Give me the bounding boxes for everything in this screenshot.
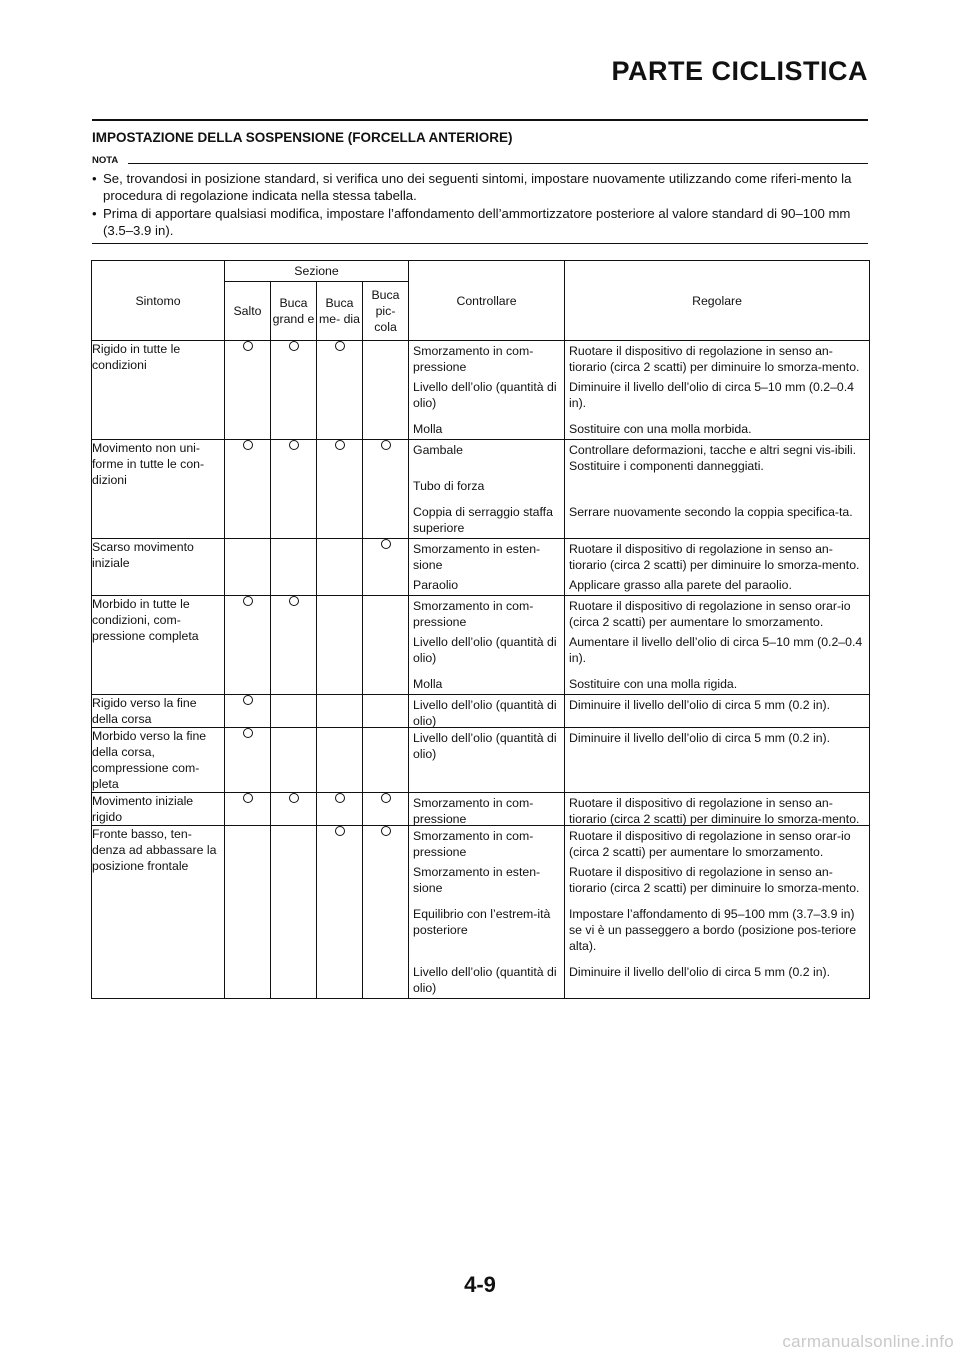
regolare-cell [565, 539, 870, 596]
nota-label: NOTA [92, 155, 122, 166]
section-mark-cell [363, 728, 409, 793]
watermark: carmanualsonline.info [782, 1332, 954, 1351]
section-mark-cell [225, 341, 271, 440]
section-mark-cell [225, 826, 271, 999]
regolare-item: Ruotare il dispositivo di regolazione in senso an-tiorario (circa 2 scatti) per diminuire lo smorza-mento. [569, 344, 860, 374]
regolare-item: Sostituire con una molla rigida. [569, 677, 738, 691]
controllare-item: Molla [413, 677, 443, 691]
controllare-item: Livello dell’olio (quantità di olio) [413, 731, 557, 761]
section-mark-cell [363, 539, 409, 596]
controllare-item: Gambale [413, 443, 463, 457]
nota-rule [128, 163, 868, 164]
circle-mark-icon [289, 793, 299, 803]
regolare-item: Diminuire il livello dell’olio di circa 5 mm (0.2 in). [569, 965, 831, 979]
header-regolare: Regolare [565, 261, 870, 341]
header-buca-media: Buca me- dia [317, 282, 363, 341]
header-sintomo: Sintomo [92, 261, 225, 341]
circle-mark-icon [243, 341, 253, 351]
header-rule [92, 119, 868, 121]
header-buca-grande: Buca grand e [271, 282, 317, 341]
controllare-cell [409, 793, 565, 826]
regolare-cell [565, 728, 870, 793]
nota-list [92, 170, 868, 239]
controllare-item: Equilibrio con l’estrem-ità posteriore [413, 907, 551, 937]
circle-mark-icon [243, 596, 253, 606]
symptom-table-body [92, 341, 870, 999]
controllare-cell [409, 440, 565, 539]
page-header-title: PARTE CICLISTICA [611, 56, 868, 86]
controllare-cell [409, 695, 565, 728]
controllare-cell [409, 539, 565, 596]
regolare-item: Aumentare il livello dell’olio di circa 5–10 mm (0.2–0.4 in). [569, 635, 863, 665]
controllare-item: Smorzamento in com-pressione [413, 796, 534, 826]
section-mark-cell [225, 695, 271, 728]
controllare-item: Coppia di serraggio staffa superiore [413, 505, 553, 535]
controllare-cell [409, 826, 565, 999]
controllare-item: Molla [413, 422, 443, 436]
header-salto: Salto [225, 282, 271, 341]
table-row [92, 440, 870, 539]
regolare-item: Ruotare il dispositivo di regolazione in senso orar-io (circa 2 scatti) per aumentare lo smorzamento. [569, 829, 851, 859]
sintomo-cell: Movimento iniziale rigido [92, 793, 225, 826]
section-mark-cell [363, 596, 409, 695]
regolare-item: Diminuire il livello dell’olio di circa 5 mm (0.2 in). [569, 731, 831, 745]
table-row [92, 539, 870, 596]
section-mark-cell [317, 440, 363, 539]
regolare-item: Applicare grasso alla parete del paraolio. [569, 578, 792, 592]
nota-end-rule [92, 243, 868, 244]
bullet-icon: • [92, 205, 97, 221]
section-mark-cell [363, 341, 409, 440]
sintomo-cell: Morbido in tutte le condizioni, com-pressione completa [92, 596, 225, 695]
section-mark-cell [317, 728, 363, 793]
controllare-item: Livello dell’olio (quantità di olio) [413, 635, 557, 665]
bullet-icon: • [92, 171, 97, 186]
section-mark-cell [363, 440, 409, 539]
regolare-item: Controllare deformazioni, tacche e altri segni vis-ibili. Sostituire i componenti danneggiati. [569, 443, 857, 473]
regolare-item: Impostare l’affondamento di 95–100 mm (3.7–3.9 in) se vi è un passeggero a bordo (posizione pos-teriore alta). [569, 907, 857, 953]
regolare-cell [565, 440, 870, 539]
circle-mark-icon [243, 695, 253, 705]
controllare-cell [409, 728, 565, 793]
circle-mark-icon [381, 440, 391, 450]
controllare-item: Tubo di forza [413, 479, 485, 493]
section-mark-cell [271, 826, 317, 999]
section-mark-cell [271, 793, 317, 826]
circle-mark-icon [381, 539, 391, 549]
section-mark-cell [225, 440, 271, 539]
regolare-cell [565, 793, 870, 826]
sintomo-cell: Morbido verso la fine della corsa, compressione com-pleta [92, 728, 225, 793]
controllare-cell [409, 596, 565, 695]
circle-mark-icon [381, 826, 391, 836]
section-mark-cell [363, 695, 409, 728]
controllare-item: Smorzamento in com-pressione [413, 344, 534, 374]
controllare-item: Smorzamento in com-pressione [413, 829, 534, 859]
header-sezione: Sezione [225, 261, 409, 282]
regolare-item: Ruotare il dispositivo di regolazione in senso an-tiorario (circa 2 scatti) per diminuire lo smorza-mento. [569, 542, 860, 572]
section-mark-cell [225, 596, 271, 695]
header-controllare: Controllare [409, 261, 565, 341]
nota-item [92, 205, 868, 240]
page-number: 4-9 [464, 1272, 496, 1297]
section-mark-cell [317, 793, 363, 826]
circle-mark-icon [335, 341, 345, 351]
regolare-cell [565, 826, 870, 999]
header-buca-piccola: Buca pic- cola [363, 282, 409, 341]
table-row [92, 596, 870, 695]
nota-item [92, 170, 868, 205]
circle-mark-icon [243, 440, 253, 450]
section-mark-cell [225, 539, 271, 596]
circle-mark-icon [335, 793, 345, 803]
section-mark-cell [271, 341, 317, 440]
sintomo-cell: Rigido verso la fine della corsa [92, 695, 225, 728]
regolare-item: Diminuire il livello dell’olio di circa 5–10 mm (0.2–0.4 in). [569, 380, 855, 410]
controllare-item: Paraolio [413, 578, 459, 592]
section-mark-cell [271, 596, 317, 695]
controllare-cell [409, 341, 565, 440]
section-mark-cell [317, 341, 363, 440]
section-mark-cell [225, 728, 271, 793]
sintomo-cell: Rigido in tutte le condizioni [92, 341, 225, 440]
circle-mark-icon [381, 793, 391, 803]
circle-mark-icon [243, 793, 253, 803]
regolare-cell [565, 695, 870, 728]
controllare-item: Smorzamento in com-pressione [413, 599, 534, 629]
controllare-item: Smorzamento in esten-sione [413, 865, 541, 895]
symptom-table [91, 260, 870, 999]
sintomo-cell: Scarso movimento iniziale [92, 539, 225, 596]
section-mark-cell [317, 695, 363, 728]
section-mark-cell [317, 539, 363, 596]
table-row [92, 728, 870, 793]
section-mark-cell [225, 793, 271, 826]
circle-mark-icon [289, 341, 299, 351]
sintomo-cell: Movimento non uni-forme in tutte le con-dizioni [92, 440, 225, 539]
table-row [92, 341, 870, 440]
controllare-item: Livello dell’olio (quantità di olio) [413, 965, 557, 995]
controllare-item: Livello dell’olio (quantità di olio) [413, 380, 557, 410]
section-mark-cell [363, 793, 409, 826]
section-mark-cell [363, 826, 409, 999]
regolare-item: Ruotare il dispositivo di regolazione in senso an-tiorario (circa 2 scatti) per diminuire lo smorza-mento. [569, 865, 860, 895]
nota-item-text: Se, trovandosi in posizione standard, si verifica uno dei seguenti sintomi, impostare nuovamente utilizzando come riferi-mento la procedura di regolazione indicata nella stessa tabella. [103, 171, 852, 204]
nota-item-text: Prima di apportare qualsiasi modifica, impostare l’affondamento dell’ammortizzatore posteriore al valore standard di 90–100 mm (3.5–3.9 in). [103, 205, 851, 238]
regolare-item: Sostituire con una molla morbida. [569, 422, 752, 436]
section-mark-cell [317, 596, 363, 695]
table-row [92, 826, 870, 999]
circle-mark-icon [243, 728, 253, 738]
table-row [92, 695, 870, 728]
regolare-item: Serrare nuovamente secondo la coppia specifica-ta. [569, 505, 853, 519]
regolare-item: Ruotare il dispositivo di regolazione in senso an-tiorario (circa 2 scatti) per diminuire lo smorza-mento. [569, 796, 860, 826]
table-row [92, 793, 870, 826]
circle-mark-icon [335, 440, 345, 450]
nota-heading [92, 155, 868, 167]
circle-mark-icon [289, 596, 299, 606]
controllare-item: Smorzamento in esten-sione [413, 542, 541, 572]
controllare-item: Livello dell’olio (quantità di olio) [413, 698, 557, 728]
regolare-item: Ruotare il dispositivo di regolazione in senso orar-io (circa 2 scatti) per aumentare lo smorzamento. [569, 599, 851, 629]
circle-mark-icon [289, 440, 299, 450]
section-title: IMPOSTAZIONE DELLA SOSPENSIONE (FORCELLA ANTERIORE) [92, 130, 513, 145]
regolare-item: Diminuire il livello dell’olio di circa 5 mm (0.2 in). [569, 698, 831, 712]
section-mark-cell [317, 826, 363, 999]
sintomo-cell: Fronte basso, ten-denza ad abbassare la posizione frontale [92, 826, 225, 999]
section-mark-cell [271, 440, 317, 539]
regolare-cell [565, 341, 870, 440]
section-mark-cell [271, 539, 317, 596]
section-mark-cell [271, 695, 317, 728]
regolare-cell [565, 596, 870, 695]
section-mark-cell [271, 728, 317, 793]
circle-mark-icon [335, 826, 345, 836]
